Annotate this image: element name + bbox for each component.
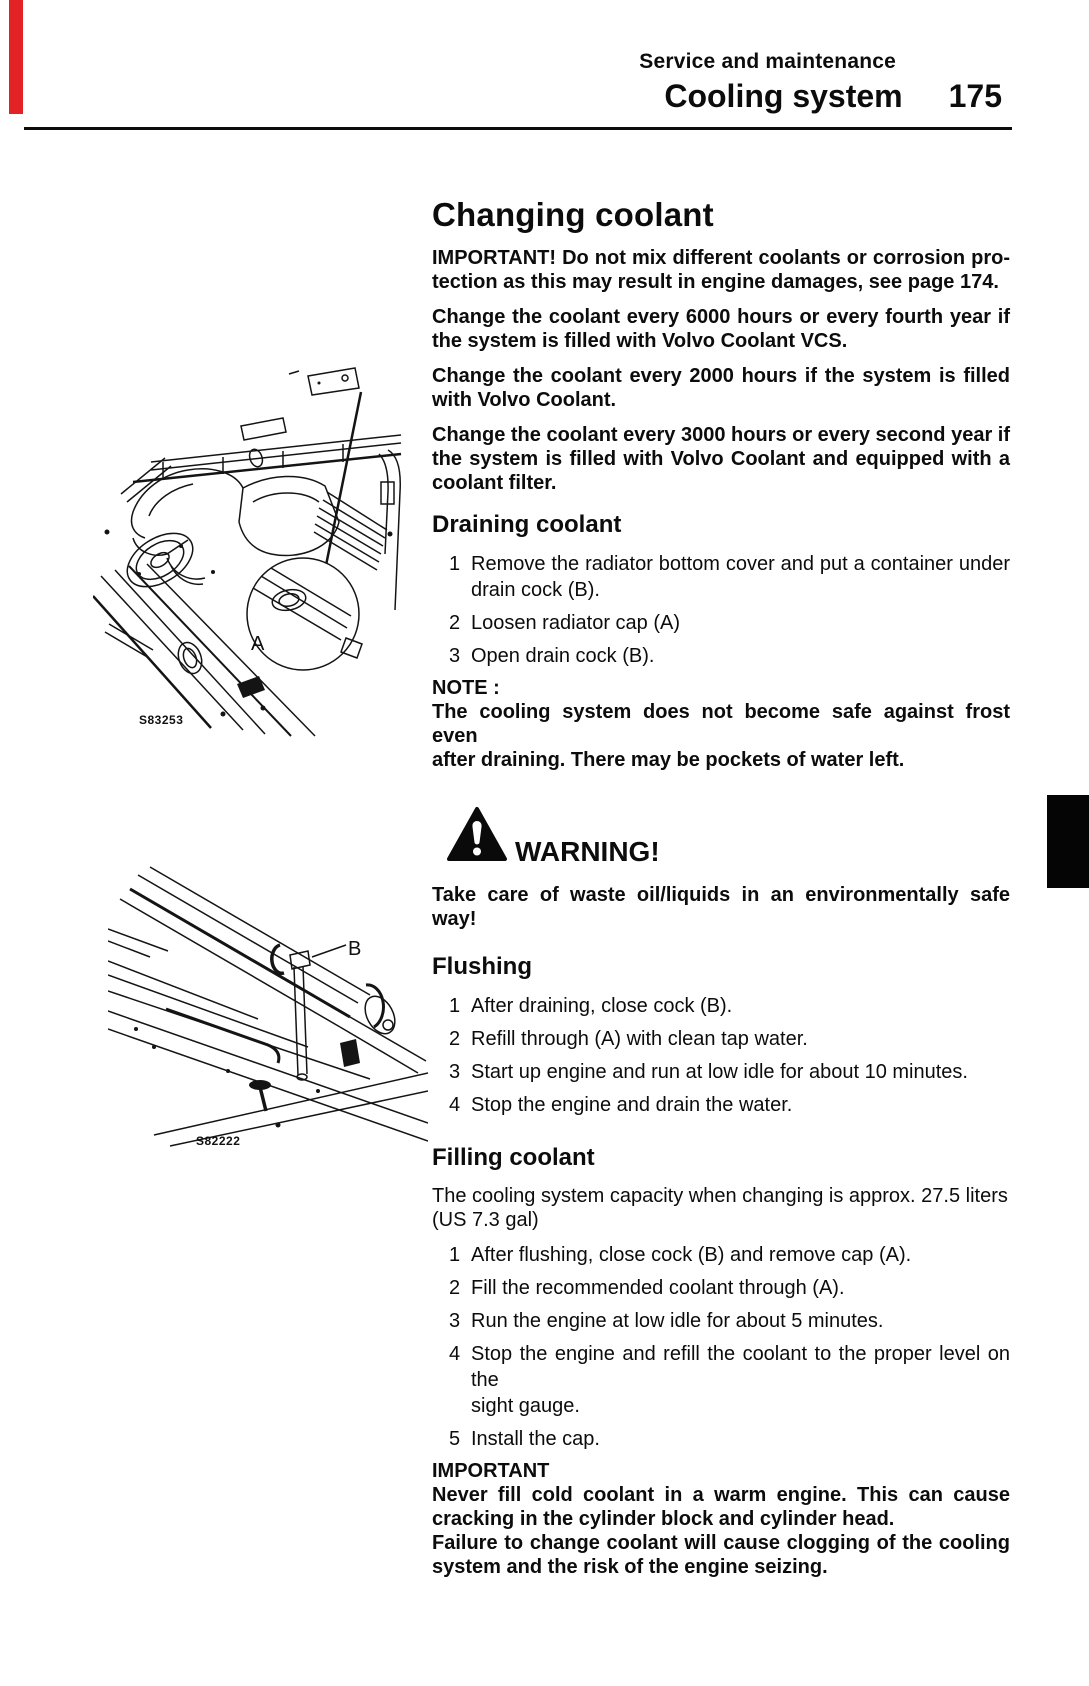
- list-item: 1 After flushing, close cock (B) and remove cap (A).: [449, 1244, 912, 1266]
- important-note-paragraph: IMPORTANT! Do not mix different coolants or corrosion pro- tection as this may result in engine damages, see page 174.: [432, 247, 1010, 293]
- list-item: 2 Refill through (A) with clean tap water.: [449, 1028, 808, 1050]
- drain-cock-illustration: [108, 833, 428, 1148]
- header-rule: [24, 127, 1012, 130]
- list-item: 5 Install the cap.: [449, 1428, 600, 1450]
- list-item: 4 Stop the engine and drain the water.: [449, 1094, 793, 1116]
- list-item: 3 Open drain cock (B).: [449, 645, 655, 667]
- filling-steps-list: [432, 1242, 1010, 1452]
- section-heading-flushing: Flushing: [432, 953, 532, 980]
- figure-code: S82222: [196, 1134, 241, 1148]
- list-item: 3 Run the engine at low idle for about 5 minutes.: [449, 1310, 884, 1332]
- draining-steps-list: [432, 551, 1010, 669]
- section-heading-changing-coolant: Changing coolant: [432, 196, 714, 233]
- page-title: Cooling system: [664, 78, 903, 114]
- important-closing-paragraph: Never fill cold coolant in a warm engine. This can cause cracking in the cylinder block and cylinder head. Failure to change coolant will cause clogging of the cooling system and the risk of the engine seizing.: [432, 1484, 1010, 1578]
- callout-a-label: A: [251, 633, 265, 655]
- interval-paragraph: Change the coolant every 2000 hours if the system is filled with Volvo Coolant.: [432, 365, 1010, 411]
- list-item: 1 After draining, close cock (B).: [449, 995, 733, 1017]
- content-column: [432, 196, 1010, 1590]
- engine-compartment-illustration: [93, 362, 403, 737]
- note-paragraph: The cooling system does not become safe against frost even after draining. There may be pockets of water left.: [432, 701, 1010, 771]
- list-item: 2 Loosen radiator cap (A): [449, 612, 681, 634]
- warning-header: [446, 806, 1010, 869]
- section-color-tab: [9, 0, 23, 114]
- section-heading-draining-coolant: Draining coolant: [432, 511, 622, 538]
- interval-paragraph: Change the coolant every 6000 hours or every fourth year if the system is filled with Volvo Coolant VCS.: [432, 306, 1010, 352]
- warning-label: WARNING!: [515, 836, 660, 867]
- list-item: 3 Start up engine and run at low idle for about 10 minutes.: [449, 1061, 968, 1083]
- list-item: 4 Stop the engine and refill the coolant to the proper level on the sight gauge.: [449, 1343, 1010, 1417]
- warning-triangle-icon: [446, 806, 508, 869]
- list-item: 1 Remove the radiator bottom cover and put a container under drain cock (B).: [449, 553, 1010, 601]
- figure-code: S83253: [139, 713, 184, 727]
- warning-paragraph: Take care of waste oil/liquids in an environmentally safe way!: [432, 884, 1010, 930]
- list-item: 2 Fill the recommended coolant through (A).: [449, 1277, 845, 1299]
- capacity-paragraph: The cooling system capacity when changing is approx. 27.5 liters (US 7.3 gal): [432, 1185, 1008, 1231]
- note-label: NOTE :: [432, 677, 500, 699]
- section-heading-filling-coolant: Filling coolant: [432, 1144, 595, 1171]
- breadcrumb: Service and maintenance: [639, 50, 896, 73]
- callout-b-label: B: [348, 938, 362, 960]
- flushing-steps-list: [432, 993, 1010, 1118]
- edge-bookmark-tab: [1047, 795, 1089, 888]
- page-header: [24, 50, 1012, 115]
- page-number: 175: [948, 78, 1002, 114]
- important-label: IMPORTANT: [432, 1460, 550, 1482]
- interval-paragraph: Change the coolant every 3000 hours or every second year if the system is filled with Volvo Coolant and equipped with a coolant filter.: [432, 424, 1011, 494]
